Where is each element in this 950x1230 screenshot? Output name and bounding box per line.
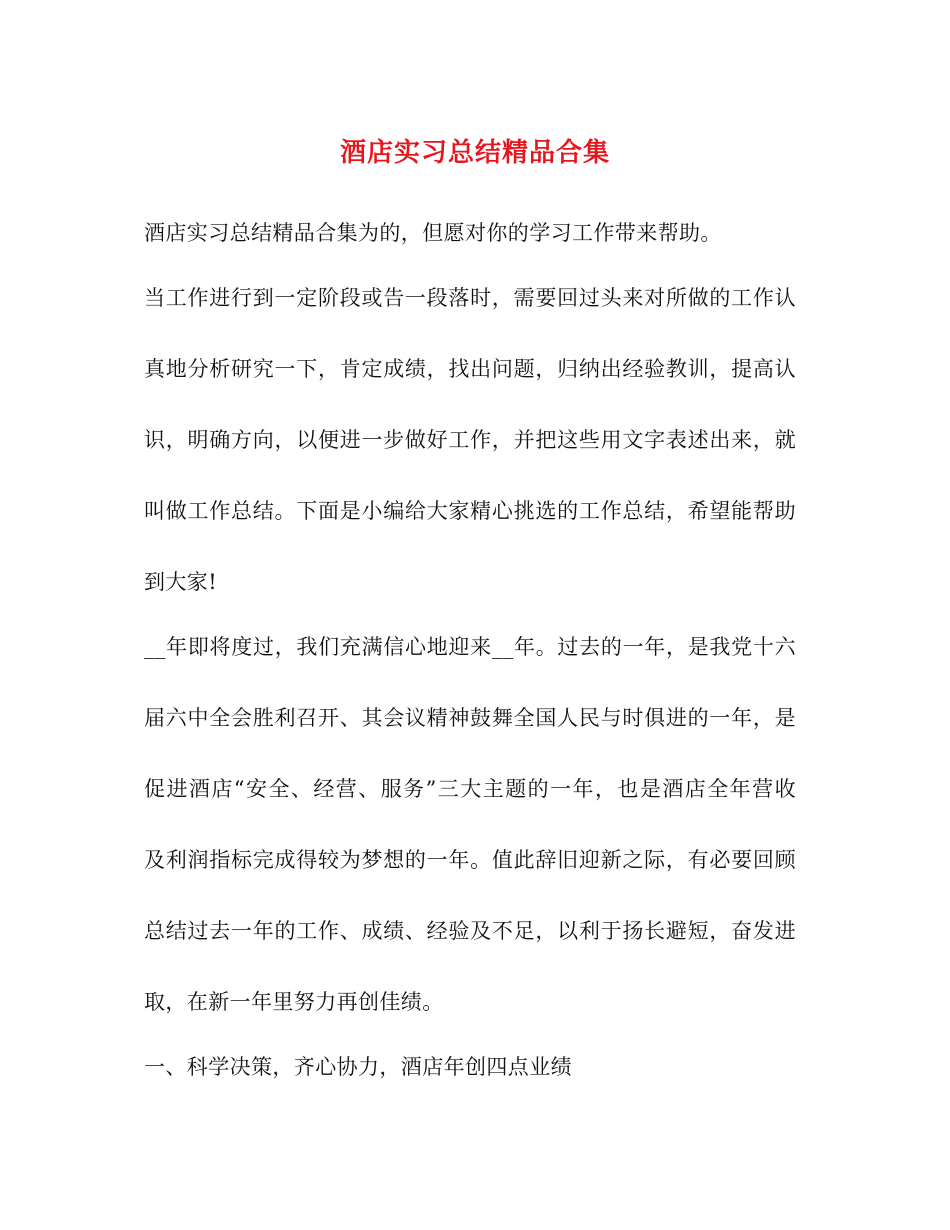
paragraph-line: 叫做工作总结。下面是小编给大家精心挑选的工作总结，希望能帮助 <box>144 499 796 523</box>
paragraph-line: 到大家! <box>144 570 218 594</box>
paragraph-line: 总结过去一年的工作、成绩、经验及不足，以利于扬长避短，奋发进 <box>144 919 796 943</box>
section-heading: 一、科学决策，齐心协力，酒店年创四点业绩 <box>144 1055 572 1079</box>
document-title: 酒店实习总结精品合集 <box>339 138 610 168</box>
paragraph-line: 及利润指标完成得较为梦想的一年。值此辞旧迎新之际，有必要回顾 <box>144 848 796 872</box>
paragraph-line: 促进酒店“安全、经营、服务”三大主题的一年，也是酒店全年营收 <box>144 777 796 801</box>
paragraph-line: 届六中全会胜利召开、其会议精神鼓舞全国人民与时俱进的一年，是 <box>144 706 796 730</box>
paragraph-line: 当工作进行到一定阶段或告一段落时，需要回过头来对所做的工作认 <box>144 286 796 310</box>
intro-line: 酒店实习总结精品合集为的，但愿对你的学习工作带来帮助。 <box>144 221 722 245</box>
paragraph-line: 识，明确方向，以便进一步做好工作，并把这些用文字表述出来，就 <box>144 428 796 452</box>
paragraph-line: 真地分析研究一下，肯定成绩，找出问题，归纳出经验教训，提高认 <box>144 357 796 381</box>
paragraph-line: __年即将度过，我们充满信心地迎来__年。过去的一年，是我党十六 <box>144 635 796 659</box>
paragraph-line: 取，在新一年里努力再创佳绩。 <box>144 990 444 1014</box>
